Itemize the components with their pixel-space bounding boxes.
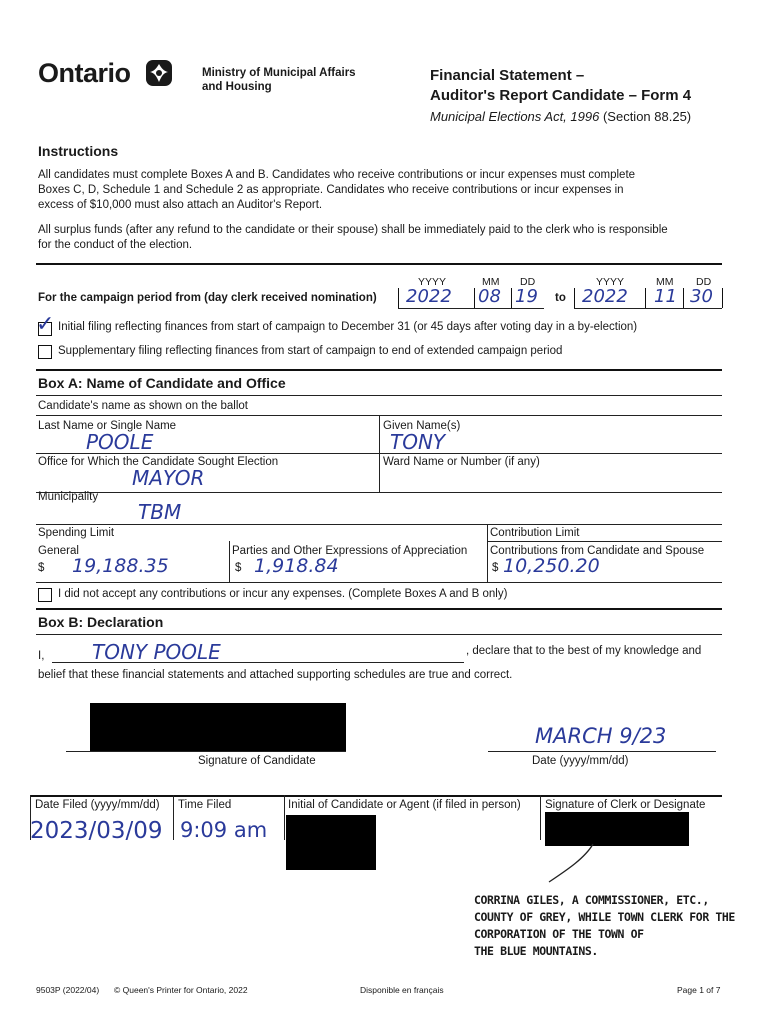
instructions-paragraph-2: All surplus funds (after any refund to the candidate or their spouse) shall be immediately paid to the clerk who is responsible for the conduct of the election. [38, 224, 668, 251]
supplementary-filing-checkbox[interactable] [38, 345, 52, 359]
from-yyyy-label: YYYY [418, 276, 447, 288]
no-contributions-label: I did not accept any contributions or incur any expenses. (Complete Boxes A and B only) [58, 588, 508, 600]
redacted-initial [286, 815, 376, 870]
office-label: Office for Which the Candidate Sought Election [38, 456, 279, 468]
given-name-label: Given Name(s) [383, 420, 461, 432]
municipality-value[interactable]: TBM [138, 500, 182, 524]
from-dd-label: DD [520, 276, 536, 288]
box-b-heading: Box B: Declaration [38, 614, 164, 630]
no-contributions-checkbox[interactable] [38, 588, 52, 602]
to-month-value[interactable]: 11 [654, 286, 677, 307]
form-title: Financial Statement – Auditor's Report Candidate – Form 4 [430, 67, 692, 104]
instructions-paragraph-1: All candidates must complete Boxes A and B. Candidates who receive contributions or incur expenses must complete Boxes C, D, Schedule 1 and Schedule 2 as appropriate. Candidates who receive contributions or incur expenses in excess of $10,000 must also attach an Auditor's Report. [38, 169, 636, 211]
from-month-value[interactable]: 08 [478, 286, 501, 307]
clerk-signature-stroke-icon [545, 840, 605, 885]
municipality-label: Municipality [38, 491, 99, 503]
initial-candidate-label: Initial of Candidate or Agent (if filed in person) [288, 799, 521, 811]
to-year-value[interactable]: 2022 [582, 286, 628, 307]
form-code: 9503P (2022/04) [36, 985, 100, 995]
to-mm-label: MM [656, 276, 674, 288]
ontario-logo-text: Ontario [38, 58, 131, 88]
ward-label: Ward Name or Number (if any) [383, 456, 540, 468]
general-limit-value[interactable]: 19,188.35 [72, 555, 169, 577]
redacted-signature [90, 703, 346, 751]
spending-limit-label: Spending Limit [38, 527, 115, 539]
to-dd-label: DD [696, 276, 712, 288]
general-label: General [38, 545, 79, 557]
parties-label: Parties and Other Expressions of Appreciation [232, 545, 468, 557]
declaration-date-value[interactable]: MARCH 9/23 [535, 724, 667, 748]
date-filed-value[interactable]: 2023/03/09 [30, 818, 163, 844]
ballot-name-label: Candidate's name as shown on the ballot [38, 400, 248, 412]
time-filed-label: Time Filed [178, 799, 232, 811]
from-year-value[interactable]: 2022 [406, 286, 452, 307]
office-value[interactable]: MAYOR [132, 466, 205, 490]
ministry-name: Ministry of Municipal Affairs and Housing [202, 67, 356, 93]
declaration-i-label: I, [38, 650, 45, 662]
parties-currency: $ [235, 562, 242, 574]
given-name-value[interactable]: TONY [390, 430, 446, 454]
form-subtitle: Municipal Elections Act, 1996 (Section 88.25) [430, 109, 692, 124]
french-available-link[interactable]: Disponible en français [360, 985, 444, 995]
candidate-signature-label: Signature of Candidate [198, 755, 316, 767]
contributions-label: Contributions from Candidate and Spouse [490, 545, 705, 557]
declaration-date-label: Date (yyyy/mm/dd) [532, 755, 629, 767]
declare-text: , declare that to the best of my knowledge and [466, 645, 702, 657]
initial-filing-label: Initial filing reflecting finances from start of campaign to December 31 (or 45 days after voting day in a by-election) [58, 321, 638, 333]
instructions-heading: Instructions [38, 143, 119, 159]
contributions-currency: $ [492, 562, 499, 574]
check-mark-icon: ✓ [36, 312, 55, 337]
page-number: Page 1 of 7 [677, 985, 721, 995]
time-filed-value[interactable]: 9:09 am [180, 818, 268, 842]
contributions-limit-value[interactable]: 10,250.20 [503, 555, 600, 577]
parties-limit-value[interactable]: 1,918.84 [254, 555, 339, 577]
trillium-logo-icon [146, 60, 172, 86]
contribution-limit-label: Contribution Limit [490, 527, 580, 539]
to-label: to [555, 292, 566, 304]
to-day-value[interactable]: 30 [690, 286, 713, 307]
from-mm-label: MM [482, 276, 500, 288]
general-currency: $ [38, 562, 45, 574]
last-name-label: Last Name or Single Name [38, 420, 177, 432]
campaign-period-label: For the campaign period from (day clerk received nomination) [38, 292, 377, 304]
box-a-heading: Box A: Name of Candidate and Office [38, 375, 286, 391]
last-name-value[interactable]: POOLE [86, 430, 154, 454]
from-day-value[interactable]: 19 [515, 286, 538, 307]
belief-text: belief that these financial statements and attached supporting schedules are true and correct. [38, 669, 513, 681]
clerk-signature-label: Signature of Clerk or Designate [545, 799, 706, 811]
copyright: © Queen's Printer for Ontario, 2022 [114, 985, 248, 995]
commissioner-stamp: CORRINA GILES, A COMMISSIONER, ETC., COUNTY OF GREY, WHILE TOWN CLERK FOR THE CORPORATION OF THE TOWN OF THE BLUE MOUNTAINS. [474, 893, 735, 958]
date-filed-label: Date Filed (yyyy/mm/dd) [35, 799, 160, 811]
to-yyyy-label: YYYY [596, 276, 625, 288]
declarant-name-value[interactable]: TONY POOLE [92, 640, 221, 664]
supplementary-filing-label: Supplementary filing reflecting finances from start of campaign to end of extended campaign period [58, 345, 563, 357]
